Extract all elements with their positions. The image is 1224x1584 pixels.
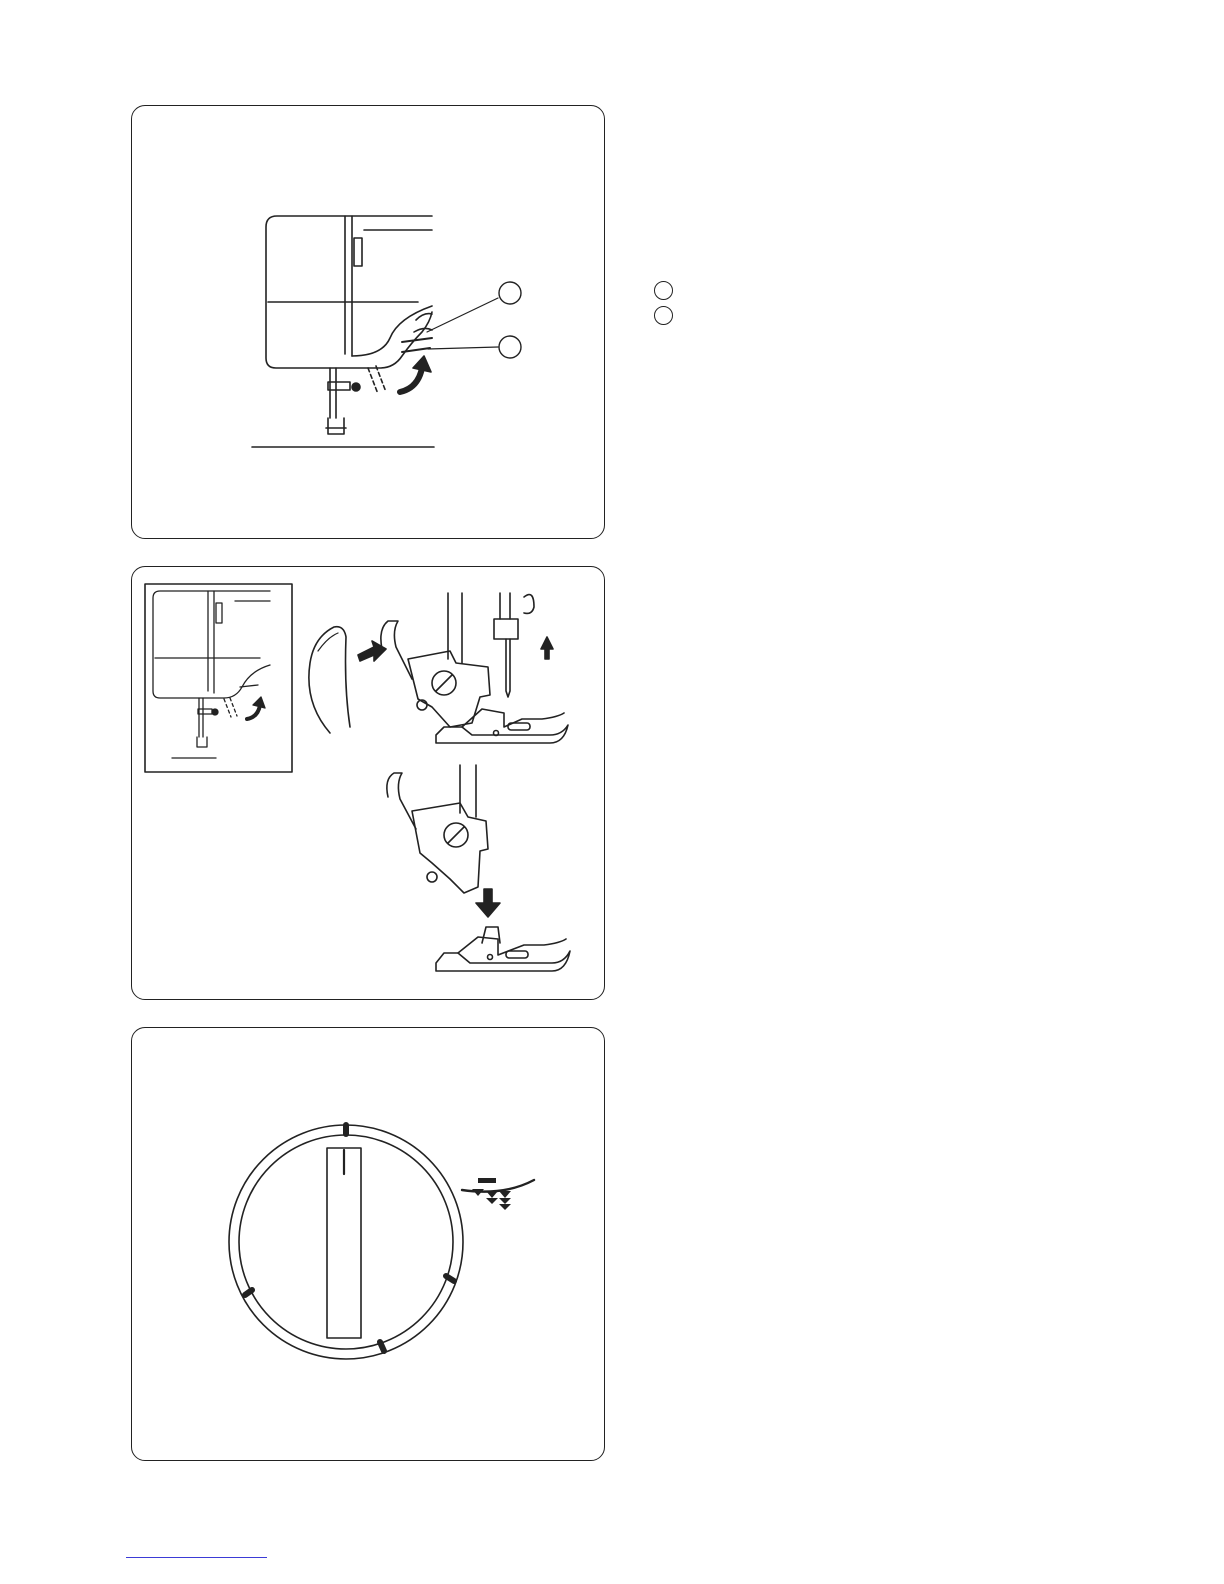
holder-pin-bottom xyxy=(427,872,437,882)
needle-clamp-knob xyxy=(524,595,534,614)
pressure-dial-illustration xyxy=(132,1028,605,1461)
inset-frame xyxy=(145,584,292,772)
legend-marker-2 xyxy=(654,306,673,325)
dial-outer-ring xyxy=(229,1125,463,1359)
presser-foot-bottom xyxy=(436,951,570,971)
lift-arrow-head xyxy=(413,356,431,372)
thumb-screw-slot xyxy=(436,675,452,691)
presser-bar-bottom xyxy=(460,765,476,817)
needle-clamp xyxy=(494,619,518,639)
callout-circle-2 xyxy=(499,336,521,358)
dial-grip-bar xyxy=(327,1148,361,1338)
dial-tick-left xyxy=(245,1290,252,1295)
presser-foot-pressure-icon xyxy=(462,1178,534,1210)
legend-marker-1 xyxy=(654,281,673,300)
needle xyxy=(506,639,510,697)
footer-link[interactable] xyxy=(126,1557,267,1558)
attach-down-arrow xyxy=(476,889,500,917)
release-lever-bottom xyxy=(387,773,416,829)
figure-panel-pressure-dial xyxy=(131,1027,605,1461)
machine-head-illustration xyxy=(132,106,605,539)
presser-foot-top-pin xyxy=(494,731,499,736)
presser-foot-top xyxy=(436,725,568,743)
thumb-screw-bottom-slot xyxy=(448,827,464,843)
callout-leader-2 xyxy=(428,347,498,349)
needle-bar xyxy=(500,593,510,619)
machine-head-outline xyxy=(266,216,432,368)
figure-panel-presser-foot-lifter xyxy=(131,105,605,539)
finger-nail xyxy=(318,633,338,651)
lever-lowered-dashed xyxy=(368,366,386,394)
presser-foot-bottom-body xyxy=(458,937,566,955)
callout-circle-1 xyxy=(499,282,521,304)
presser-foot-bottom-slot xyxy=(506,951,528,958)
dial-tick-right xyxy=(446,1276,454,1281)
figure-panel-foot-removal xyxy=(131,566,605,1000)
finger-illustration xyxy=(309,627,350,733)
presser-foot-top-body xyxy=(462,709,564,727)
dial-inner-ring xyxy=(239,1135,453,1349)
foot-removal-illustration xyxy=(132,567,605,1000)
lever-slot xyxy=(414,314,432,332)
lift-arrow xyxy=(400,368,422,392)
needle-clamp xyxy=(328,382,350,390)
needle-up-arrow xyxy=(541,637,553,659)
callout-leader-1 xyxy=(427,298,498,332)
presser-foot xyxy=(326,418,346,434)
foot-holder xyxy=(408,651,490,727)
needle-clamp-screw xyxy=(352,383,360,391)
presser-foot-bottom-pin xyxy=(488,955,493,960)
thread-guide xyxy=(354,238,362,266)
dial-tick-bottom xyxy=(380,1342,384,1351)
